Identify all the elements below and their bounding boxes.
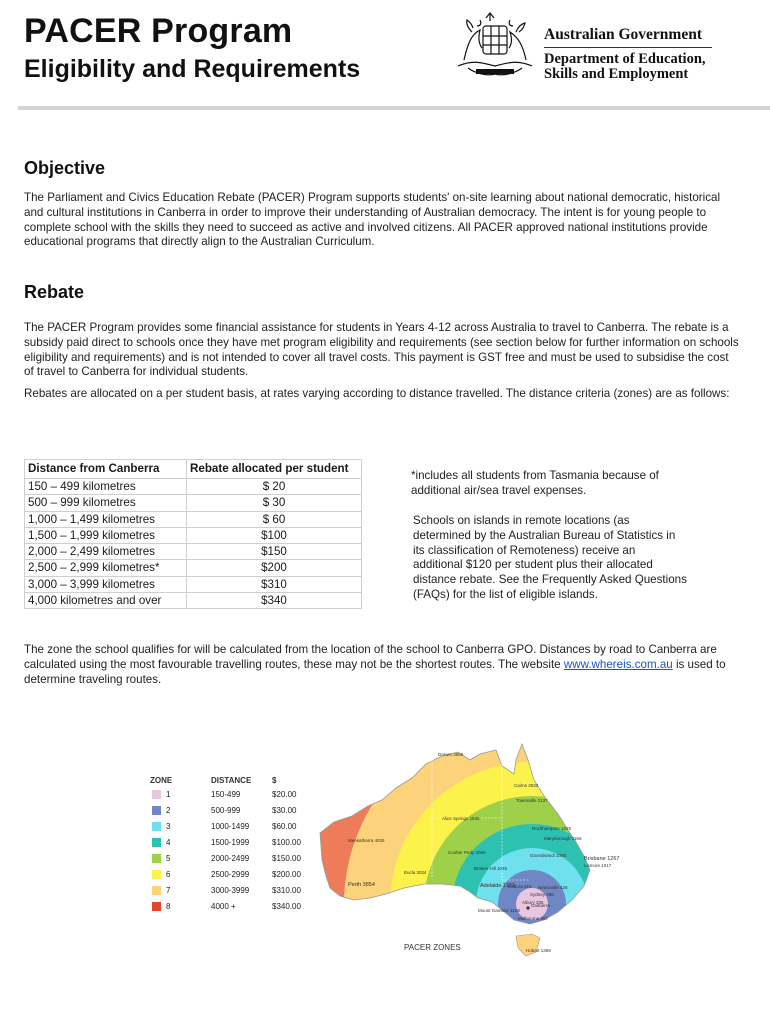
legend-swatch [152, 806, 161, 815]
map-label-townsville: Townsville 2137 [516, 798, 548, 803]
map-label-canberra: Canberra [531, 903, 550, 908]
map-label-meekatharra: Meekatharra 4026 [348, 838, 385, 843]
rebate-heading: Rebate [24, 282, 85, 302]
map-label-perth: Perth 3854 [348, 882, 375, 888]
map-label-maryborough: Maryborough 1166 [544, 836, 582, 841]
legend-zone-4 [148, 836, 170, 850]
legend-zone-2 [148, 804, 170, 818]
legend-zone-number: 4 [166, 838, 171, 847]
zone-paragraph [24, 643, 740, 687]
map-label-hobart: Hobart 1369 [526, 948, 551, 953]
legend-amount: $20.00 [272, 790, 297, 799]
table-row [25, 593, 362, 609]
map-label-darwin: Darwin 3969 [438, 752, 464, 757]
legend-swatch [152, 838, 161, 847]
rebate-table [24, 459, 362, 609]
map-label-coober: Coober Pedy 2060 [448, 850, 486, 855]
map-label-broken: Broken Hill 1025 [474, 866, 508, 871]
distance-cell: 2,500 – 2,999 kilometres* [25, 560, 187, 576]
amount-cell: $ 20 [187, 479, 362, 495]
legend-zone-header: ZONE [150, 776, 173, 785]
map-label-rockhampton: Rockhampton 1625 [532, 826, 572, 831]
amount-cell: $100 [187, 527, 362, 543]
amount-cell: $340 [187, 593, 362, 609]
table-row [25, 495, 362, 511]
legend-amount: $150.00 [272, 854, 301, 863]
map-label-goondiwindi: Goondiwindi 1000 [530, 853, 567, 858]
department-line2: Skills and Employment [544, 66, 689, 82]
department-name [544, 52, 724, 82]
legend-distance: 2500-2999 [211, 870, 250, 879]
table-header-row [25, 460, 362, 479]
objective-text: The Parliament and Civics Education Rebate (PACER) Program supports students' on-site learning about national democratic, historical and cultural institutions in Canberra in order to improve their understanding of Australian democracy. The intent is for young people to complete school with the skills they need to succeed as active and involved citizens. All PACER approved national institutions provide educational programs that directly align to the Australian Curriculum. [24, 191, 721, 249]
page-title: PACER Program [24, 12, 293, 50]
distance-cell: 150 – 499 kilometres [25, 479, 187, 495]
department-line1: Department of Education, [544, 51, 706, 67]
legend-distance: 1000-1499 [211, 822, 250, 831]
map-label-eucla: Eucla 3024 [404, 870, 427, 875]
map-label-melbourne: Melbourne 667 [518, 916, 549, 921]
gov-divider [544, 47, 712, 48]
pacer-zones-map [300, 738, 630, 970]
table-row [25, 576, 362, 592]
legend-swatch [152, 854, 161, 863]
legend-amount-header: $ [272, 776, 277, 785]
legend-swatch [152, 790, 161, 799]
zone-text-end: is used to determine traveling routes. [24, 657, 726, 686]
legend-zone-number: 1 [166, 790, 171, 799]
distance-cell: 2,000 – 2,499 kilometres [25, 544, 187, 560]
legend-amount: $340.00 [272, 902, 301, 911]
legend-distance: 4000 + [211, 902, 236, 911]
legend-distance-header: DISTANCE [211, 776, 252, 785]
legend-zone-6 [148, 868, 170, 882]
legend-zone-8 [148, 900, 170, 914]
map-label-mountgambier: Mount Gambier 1108 [478, 908, 520, 913]
table-row [25, 527, 362, 543]
amount-cell: $ 30 [187, 495, 362, 511]
distance-cell: 1,000 – 1,499 kilometres [25, 511, 187, 527]
legend-swatch [152, 886, 161, 895]
map-caption: PACER ZONES [404, 943, 461, 952]
legend-distance: 150-499 [211, 790, 241, 799]
distance-cell: 3,000 – 3,999 kilometres [25, 576, 187, 592]
legend-amount: $100.00 [272, 838, 301, 847]
zone-text-start: The zone the school qualifies for will be calculated from the location of the school to Canberra GPO. Distances by road to Canberra are calculated using the most favourable travelling routes, these may not be the shortest routes. The website [24, 643, 717, 671]
legend-zone-number: 3 [166, 822, 171, 831]
table-row [25, 511, 362, 527]
map-label-sydney: Sydney 286 [530, 892, 554, 897]
table-row [25, 479, 362, 495]
amount-cell: $ 60 [187, 511, 362, 527]
map-label-lismore: Lismore 1017 [584, 863, 612, 868]
amount-cell: $150 [187, 544, 362, 560]
table-row [25, 560, 362, 576]
legend-distance: 2000-2499 [211, 854, 250, 863]
table-row [25, 544, 362, 560]
amount-cell: $200 [187, 560, 362, 576]
legend-swatch [152, 902, 161, 911]
legend-distance: 500-999 [211, 806, 241, 815]
distance-cell: 1,500 – 1,999 kilometres [25, 527, 187, 543]
map-label-newcastle: Newcastle 426 [538, 885, 568, 890]
coat-of-arms-logo [450, 10, 540, 80]
table-header-distance: Distance from Canberra [25, 460, 187, 479]
rebate-paragraph-2: Rebates are allocated on a per student basis, at rates varying according to distance travelled. The distance criteria (zones) are as follows: [24, 387, 730, 400]
legend-zone-number: 6 [166, 870, 171, 879]
whereis-link[interactable]: www.whereis.com.au [563, 657, 673, 671]
legend-zone-number: 2 [166, 806, 171, 815]
legend-zone-number: 5 [166, 854, 171, 863]
legend-amount: $30.00 [272, 806, 297, 815]
legend-zone-number: 8 [166, 902, 171, 911]
objective-heading: Objective [24, 158, 106, 178]
legend-zone-7 [148, 884, 170, 898]
canberra-marker [526, 906, 529, 909]
map-label-adelaide: Adelaide 1183 [480, 883, 515, 889]
legend-zone-3 [148, 820, 170, 834]
header-divider [18, 106, 770, 110]
legend-swatch [152, 870, 161, 879]
table-header-rebate: Rebate allocated per student [187, 460, 362, 479]
distance-cell: 500 – 999 kilometres [25, 495, 187, 511]
tasmania-note: *includes all students from Tasmania because of additional air/sea travel expenses. [411, 469, 659, 497]
map-label-brisbane: Brisbane 1267 [584, 856, 620, 862]
legend-swatch [152, 822, 161, 831]
legend-distance: 1500-1999 [211, 838, 250, 847]
distance-cell: 4,000 kilometres and over [25, 593, 187, 609]
map-label-alice: Alice Springs 2886 [442, 816, 480, 821]
map-label-albury: Albury 335 [522, 900, 544, 905]
legend-zone-5 [148, 852, 170, 866]
legend-zone-1 [148, 788, 170, 802]
map-town-markers [526, 906, 529, 909]
amount-cell: $310 [187, 576, 362, 592]
page-subtitle: Eligibility and Requirements [24, 55, 361, 83]
legend-amount: $60.00 [272, 822, 297, 831]
islands-note: Schools on islands in remote locations (as determined by the Australian Bureau of Statistics in its classification of Remoteness) receive an additional $120 per student plus their allocated distance rebate. See the Frequently Asked Questions (FAQs) for the list of eligible islands. [413, 514, 687, 601]
map-label-mildura: Mildura 818 [508, 884, 532, 889]
gov-name: Australian Government [544, 26, 703, 43]
rebate-paragraph-1: The PACER Program provides some financial assistance for students in Years 4-12 across Australia to travel to Canberra. The rebate is a subsidy paid direct to schools once they have met program eligibility and requirements (see section below for further information on schools eligibility and requirements) and is not intended to cover all travel costs. This payment is GST free and must be used to subsidise the cost of travel to Canberra for individual students. [24, 321, 739, 379]
legend-amount: $310.00 [272, 886, 301, 895]
map-label-cairns: Cairns 2533 [514, 783, 539, 788]
legend-zone-number: 7 [166, 886, 171, 895]
legend-distance: 3000-3999 [211, 886, 250, 895]
legend-amount: $200.00 [272, 870, 301, 879]
